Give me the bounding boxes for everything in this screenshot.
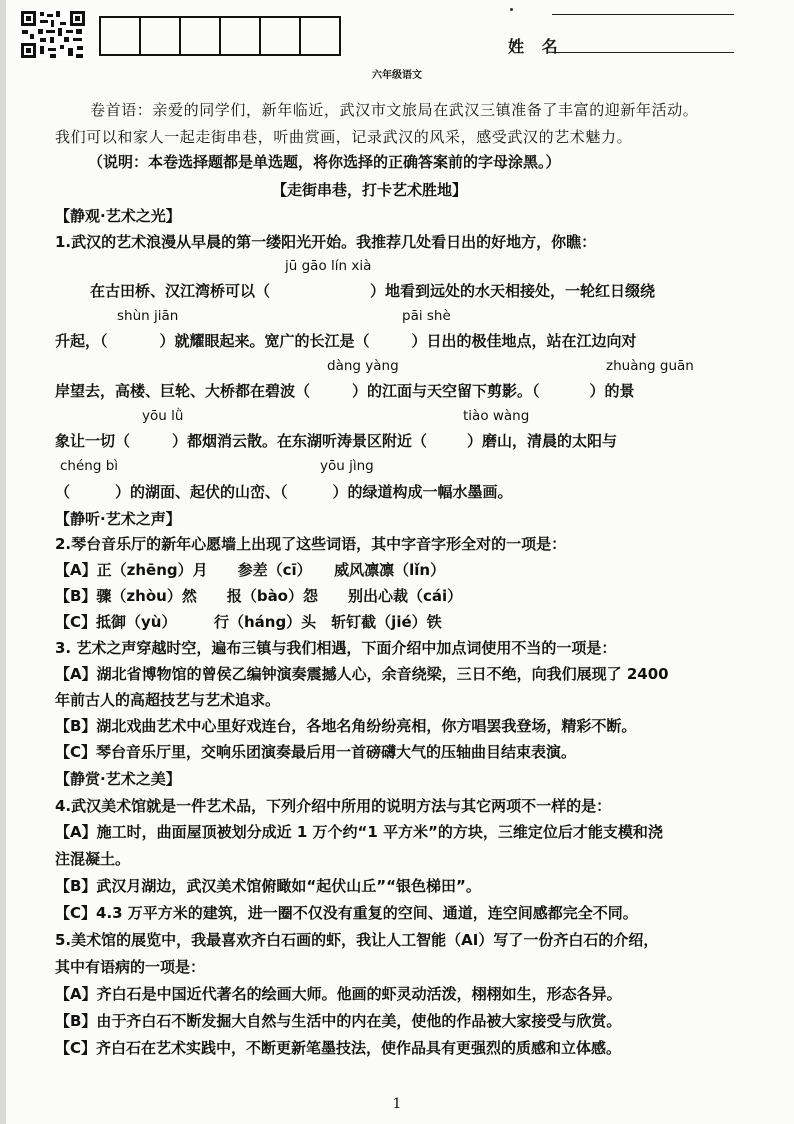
scan-mark [510,8,513,11]
intro-line-1: 卷首语：亲爱的同学们，新年临近，武汉市文旅局在武汉三镇准备了丰富的迎新年活动。 [90,101,699,119]
q2-option-a[interactable]: 【A】正（zhēng）月 参差（cī） 威风凛凛（lǐn） [55,561,446,579]
pinyin-9: yōu jìng [320,458,374,474]
pinyin-4: dàng yàng [327,358,399,374]
question-4-stem: 4.武汉美术馆就是一件艺术品，下列介绍中所用的说明方法与其它两项不一样的是： [55,797,612,815]
q2-option-b[interactable]: 【B】骤（zhòu）然 报（bào）怨 别出心裁（cái） [55,587,463,605]
q4-option-a[interactable]: 【A】施工时，曲面屋顶被划分成近 1 万个约“1 平方米”的方块，三维定位后才能支模和浇 [55,823,663,841]
q1-line-3 [55,381,635,401]
q1-line-5 [55,482,513,502]
q1-line-4 [55,431,617,451]
q1-text: （ [55,483,71,501]
pinyin-7: tiào wàng [463,408,530,424]
q1-text: 升起，（ [55,332,108,350]
q4-option-c[interactable]: 【C】4.3 万平方米的建筑，进一圈不仅没有重复的空间、通道，连空间感都完全不同。 [55,904,638,922]
pinyin-3: pāi shè [402,308,451,324]
page-number: 1 [392,1096,402,1112]
q2-option-c[interactable]: 【C】抵御（yù） 行（háng）头 斩钉截（jié）铁 [55,613,442,631]
q1-line-2 [55,331,637,351]
name-label: 姓 名 [508,37,564,56]
q1-text: ）的景 [589,382,635,400]
q1-text: 在古田桥、汉江湾桥可以（ [90,282,271,300]
student-id-boxes[interactable] [101,16,341,56]
pinyin-5: zhuàng guān [606,358,694,374]
q5-option-a[interactable]: 【A】齐白石是中国近代著名的绘画大师。他画的虾灵动活泼，栩栩如生，形态各异。 [55,985,622,1003]
pinyin-2: shùn jiān [117,308,179,324]
part1-heading: 【静观·艺术之光】 [55,207,181,225]
q1-text: ）日出的极佳地点，站在江边向对 [411,332,637,350]
scan-edge [0,0,6,1124]
intro-line-2: 我们可以和家人一起走街串巷，听曲赏画，记录武汉的风采，感受武汉的艺术魅力。 [55,128,633,146]
q1-text: ）的江面与天空留下剪影。（ [352,382,540,400]
q5-option-b[interactable]: 【B】由于齐白石不断发掘大自然与生活中的内在美，使他的作品被大家接受与欣赏。 [55,1012,622,1030]
question-1-stem: 1.武汉的艺术浪漫从早晨的第一缕阳光开始。我推荐几处看日出的好地方，你瞧： [55,233,597,251]
top-blank-line[interactable] [552,14,734,15]
q3-option-b[interactable]: 【B】湖北戏曲艺术中心里好戏连台，各地名角纷纷亮相，你方唱罢我登场，精彩不断。 [55,717,637,735]
pinyin-6: yōu lǜ [142,408,184,424]
pinyin-1: jū gāo lín xià [285,258,372,274]
q4-option-b[interactable]: 【B】武汉月湖边，武汉美术馆俯瞰如“起伏山丘”“银色梯田”。 [55,877,481,895]
q5-option-c[interactable]: 【C】齐白石在艺术实践中，不断更新笔墨技法，使作品具有更强烈的质感和立体感。 [55,1039,622,1057]
part2-heading: 【静听·艺术之声】 [55,510,181,528]
question-5-stem: 5.美术馆的展览中，我最喜欢齐白石画的虾，我让人工智能（AI）写了一份齐白石的介绍， [55,931,659,949]
instructions-note: （说明：本卷选择题都是单选题，将你选择的正确答案前的字母涂黑。） [88,153,561,171]
q1-text: 岸望去，高楼、巨轮、大桥都在碧波（ [55,382,311,400]
q1-text: ）的湖面、起伏的山峦、（ [115,483,288,501]
question-3-stem: 3. 艺术之声穿越时空，遍布三镇与我们相遇，下面介绍中加点词使用不当的一项是： [55,639,617,657]
section-title: 【走街串巷，打卡艺术胜地】 [272,181,468,199]
part3-heading: 【静赏·艺术之美】 [55,770,181,788]
q1-line-1 [90,281,655,301]
q1-text: ）就耀眼起来。宽广的长江是（ [159,332,370,350]
q1-text: 象让一切（ [55,432,131,450]
q3-option-a-cont: 年前古人的高超技艺与艺术追求。 [55,691,281,709]
question-5-stem-cont: 其中有语病的一项是： [55,958,206,976]
q1-text: ）都烟消云散。在东湖听涛景区附近（ [172,432,428,450]
q1-text: ）磨山，清晨的太阳与 [467,432,618,450]
pinyin-8: chéng bì [60,458,119,474]
q4-option-a-cont: 注混凝土。 [55,850,131,868]
qr-code-icon [20,10,86,60]
q1-text: ）地看到远处的水天相接处，一轮红日缀绕 [370,282,656,300]
q3-option-c[interactable]: 【C】琴台音乐厅里，交响乐团演奏最后用一首磅礴大气的压轴曲目结束表演。 [55,743,577,761]
page-title: 六年级语文 [372,70,422,81]
name-field[interactable] [552,52,734,53]
question-2-stem: 2.琴台音乐厅的新年心愿墙上出现了这些词语，其中字音字形全对的一项是： [55,535,567,553]
q1-text: ）的绿道构成一幅水墨画。 [332,483,513,501]
q3-option-a[interactable]: 【A】湖北省博物馆的曾侯乙编钟演奏震撼人心，余音绕梁，三日不绝，向我们展现了 2400 [55,665,669,683]
